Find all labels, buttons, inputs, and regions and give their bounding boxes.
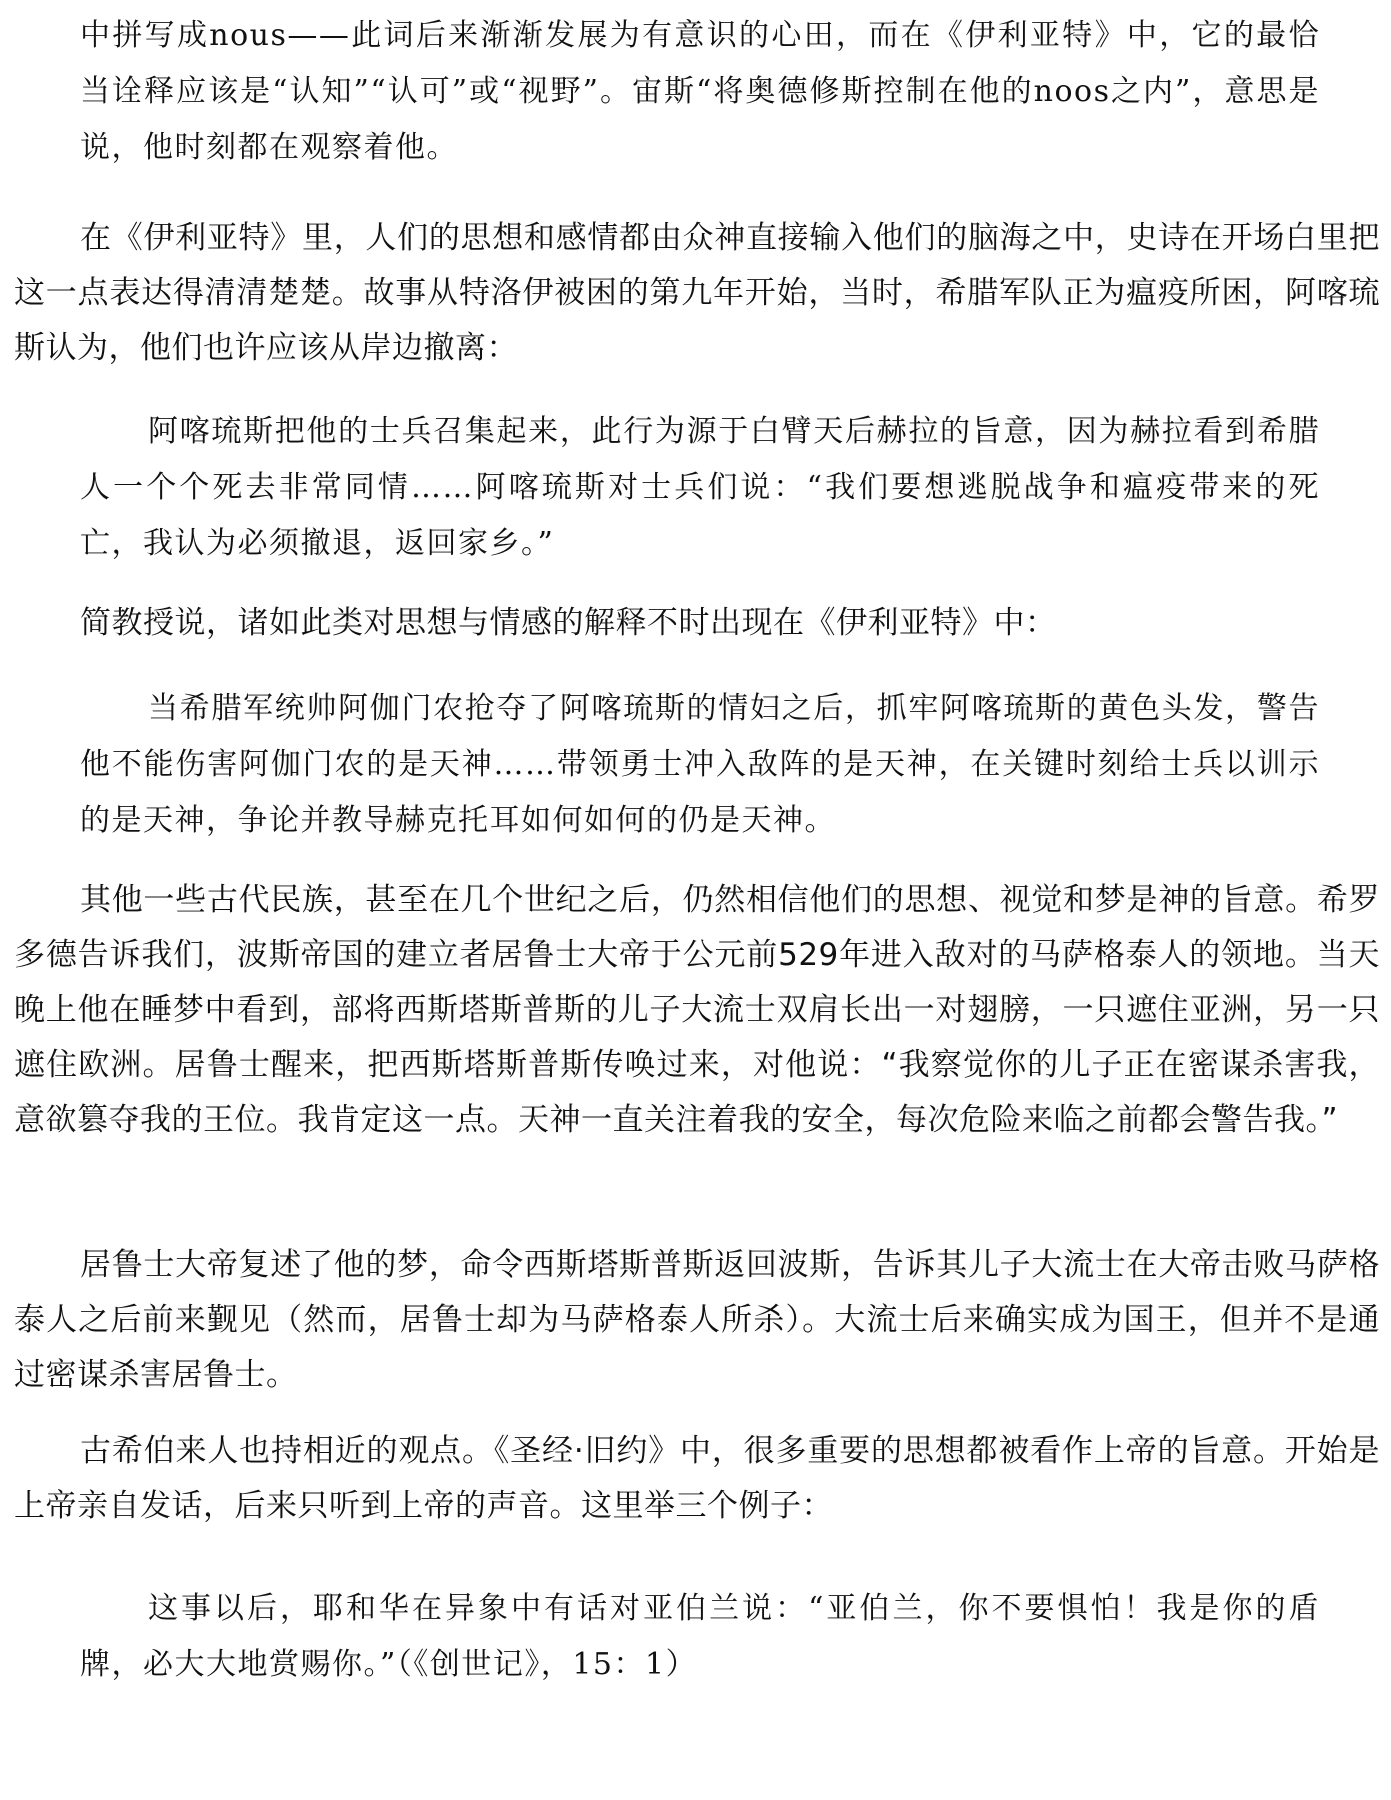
body-paragraph-professor-jane: 简教授说，诸如此类对思想与情感的解释不时出现在《伊利亚特》中：	[80, 605, 1057, 641]
body-paragraph-darius: 居鲁士大帝复述了他的梦，命令西斯塔斯普斯返回波斯，告诉其儿子大流士在大帝击败马萨格泰人之后前来觐见（然而，居鲁士却为马萨格泰人所杀）。大流士后来确实成为国王，但并不是通过密谋杀害居鲁士。	[14, 1247, 1380, 1393]
quote-continuation: 中拼写成nous——此词后来渐渐发展为有意识的心田，而在《伊利亚特》中，它的最恰当诠释应该是“认知”“认可”或“视野”。宙斯“将奥德修斯控制在他的noos之内”，意思是说，他时刻都在观察着他。	[80, 18, 1320, 165]
block-quote-genesis: 这事以后，耶和华在异象中有话对亚伯兰说：“亚伯兰，你不要惧怕！我是你的盾牌，必大大地赏赐你。”（《创世记》，15：1）	[80, 1591, 1320, 1682]
block-quote-achilles: 阿喀琉斯把他的士兵召集起来，此行为源于白臂天后赫拉的旨意，因为赫拉看到希腊人一个个死去非常同情……阿喀琉斯对士兵们说：“我们要想逃脱战争和瘟疫带来的死亡，我认为必须撤退，返回家乡。”	[80, 414, 1320, 561]
body-paragraph-cyrus-dream: 其他一些古代民族，甚至在几个世纪之后，仍然相信他们的思想、视觉和梦是神的旨意。希罗多德告诉我们，波斯帝国的建立者居鲁士大帝于公元前529年进入敌对的马萨格泰人的领地。当天晚上他在睡梦中看到，部将西斯塔斯普斯的儿子大流士双肩长出一对翅膀，一只遮住亚洲，另一只遮住欧洲。居鲁士醒来，把西斯塔斯普斯传唤过来，对他说：“我察觉你的儿子正在密谋杀害我，意欲篡夺我的王位。我肯定这一点。天神一直关注着我的安全，每次危险来临之前都会警告我。”	[14, 882, 1380, 1138]
body-paragraph-hebrews: 古希伯来人也持相近的观点。《圣经·旧约》中，很多重要的思想都被看作上帝的旨意。开始是上帝亲自发话，后来只听到上帝的声音。这里举三个例子：	[14, 1433, 1380, 1524]
block-quote-agamemnon: 当希腊军统帅阿伽门农抢夺了阿喀琉斯的情妇之后，抓牢阿喀琉斯的黄色头发，警告他不能伤害阿伽门农的是天神……带领勇士冲入敌阵的是天神，在关键时刻给士兵以训示的是天神，争论并教导赫克托耳如何如何的仍是天神。	[80, 691, 1320, 838]
body-paragraph-iliad-gods: 在《伊利亚特》里，人们的思想和感情都由众神直接输入他们的脑海之中，史诗在开场白里把这一点表达得清清楚楚。故事从特洛伊被困的第九年开始，当时，希腊军队正为瘟疫所困，阿喀琉斯认为，他们也许应该从岸边撤离：	[14, 220, 1380, 366]
